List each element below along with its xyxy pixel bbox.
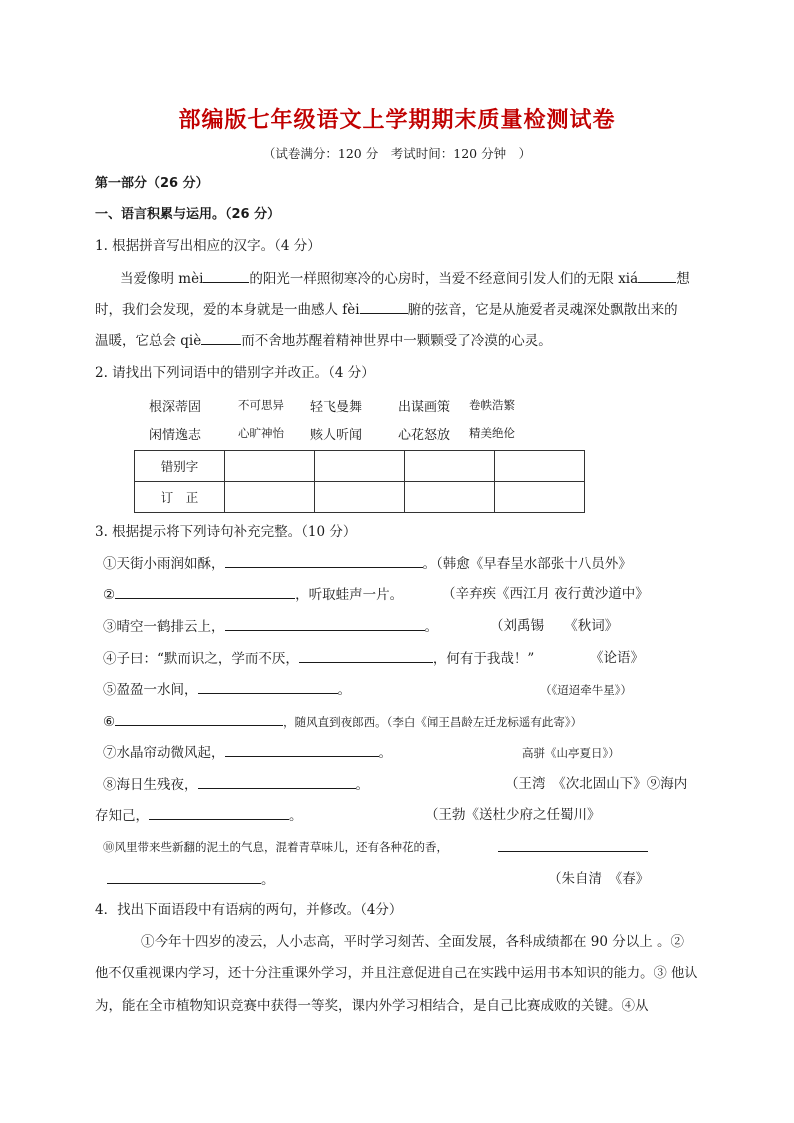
q1-text: 想 <box>676 271 690 287</box>
poem-line-9 <box>95 805 303 826</box>
answer-cell[interactable] <box>225 451 315 482</box>
poem-text: ，听取蛙声一片。 <box>295 587 404 603</box>
poem-line-1 <box>103 553 632 574</box>
answer-blank[interactable] <box>115 584 295 599</box>
page-title: 部编版七年级语文上学期期末质量检测试卷 <box>178 108 616 133</box>
poem-source: 。（韩愈《早春呈水部张十八员外》 <box>422 556 632 572</box>
poem-line-8 <box>103 774 369 795</box>
poem-line-11 <box>107 869 275 890</box>
poem-source: 《论语》 <box>590 650 644 666</box>
correction-table <box>134 450 585 513</box>
q4-paragraph-line: ①今年十四岁的凌云，人小志高，平时学习刻苦、全面发展，各科成绩都在 90 分以上 。② <box>141 934 685 950</box>
answer-cell[interactable] <box>495 482 585 513</box>
q4-paragraph-line: 他不仅重视课内学习，还十分注重课外学习，并且注意促进自己在实践中运用书本知识的能力。③ 他认 <box>95 966 698 981</box>
answer-blank[interactable] <box>198 774 356 789</box>
poem-text: 。 <box>378 745 392 761</box>
answer-blank[interactable] <box>149 805 289 820</box>
poem-text: ⑤盈盈一水间， <box>103 682 198 698</box>
poem-text: ⑦水晶帘动微风起， <box>103 745 225 761</box>
q2-word: 根深蒂固 <box>149 400 202 415</box>
q2-prompt: 2. 请找出下列词语中的错别字并改正。（4 分） <box>95 365 375 381</box>
answer-blank[interactable] <box>498 837 648 852</box>
q1-text: 的阳光一样照彻寒冷的心房时，当爱不经意间引发人们的无限 xiá <box>249 271 639 287</box>
poem-source: （辛弃疾《西江月 夜行黄沙道中》 <box>442 586 649 602</box>
poem-text: ⑧海日生残夜， <box>103 777 198 793</box>
poem-source: （《迢迢牵牛星》） <box>540 683 632 697</box>
answer-blank[interactable] <box>107 869 261 884</box>
poem-text: ⑥ <box>103 714 116 730</box>
q2-word: 闲情逸志 <box>149 428 202 443</box>
poem-line-6 <box>103 711 582 732</box>
poem-text: ，何有于我哉！” <box>432 651 535 667</box>
poem-line-7 <box>103 742 392 763</box>
part-heading: 第一部分（26 分） <box>95 176 209 191</box>
section-heading: 一、语言积累与运用。（26 分） <box>95 207 281 222</box>
q1-prompt: 1. 根据拼音写出相应的汉字。（4 分） <box>95 238 321 254</box>
poem-text: 。 <box>337 682 351 698</box>
poem-source: （王湾 《次北固山下》⑨海内 <box>505 776 688 792</box>
answer-blank[interactable] <box>203 268 249 283</box>
q2-word: 精美绝伦 <box>469 426 515 440</box>
answer-cell[interactable] <box>225 482 315 513</box>
table-row <box>135 451 585 482</box>
poem-text: ④子曰：“默而识之，学而不厌， <box>103 651 299 667</box>
q2-word: 卷帙浩繁 <box>469 398 515 412</box>
poem-text: ①天街小雨润如酥， <box>103 556 225 572</box>
exam-info: （试卷满分：120 分 考试时间：120 分钟 ） <box>262 146 532 161</box>
q1-text: 当爱像明 mèi <box>120 271 204 287</box>
poem-text: ② <box>103 587 116 603</box>
table-row-label: 订 正 <box>135 482 225 513</box>
q1-line-1 <box>120 268 690 289</box>
poem-text: 。 <box>424 619 438 635</box>
q1-text: 腑的弦音，它是从施爱者灵魂深处飘散出来的 <box>407 302 678 318</box>
q2-word: 轻飞曼舞 <box>310 400 363 415</box>
q2-word: 赅人听闻 <box>310 428 363 443</box>
answer-blank[interactable] <box>225 616 425 631</box>
poem-line-10 <box>103 837 448 857</box>
answer-cell[interactable] <box>315 482 405 513</box>
poem-source: （朱自清 《春》 <box>548 871 650 887</box>
poem-text: 。 <box>355 777 369 793</box>
answer-blank[interactable] <box>115 711 283 726</box>
poem-source: （王勃《送杜少府之任蜀川》 <box>425 807 601 823</box>
answer-blank[interactable] <box>299 648 433 663</box>
poem-text: 。 <box>261 872 275 888</box>
poem-source: （刘禹锡 《秋词》 <box>490 618 619 634</box>
poem-line-3 <box>103 616 438 637</box>
q4-paragraph-line: 为，能在全市植物知识竞赛中获得一等奖，课内外学习相结合，是自己比赛成败的关键。④从 <box>95 998 649 1014</box>
q1-line-3 <box>95 330 552 351</box>
poem-text: ③晴空一鹤排云上， <box>103 619 225 635</box>
q1-text: 而不舍地苏醒着精神世界中一颗颗受了冷漠的心灵。 <box>241 333 552 349</box>
q1-line-2 <box>95 299 678 320</box>
poem-text: ，随风直到夜郎西。（李白《闻王昌龄左迁龙标遥有此寄》） <box>283 715 583 729</box>
poem-line-4 <box>103 648 534 669</box>
q2-word: 心旷神怡 <box>238 426 284 440</box>
answer-blank[interactable] <box>225 553 423 568</box>
answer-cell[interactable] <box>495 451 585 482</box>
poem-text: ⑩风里带来些新翻的泥土的气息，混着青草味儿，还有各种花的香， <box>103 840 448 854</box>
q3-prompt: 3. 根据提示将下列诗句补充完整。（10 分） <box>95 524 357 540</box>
poem-line-5 <box>103 679 351 700</box>
q2-word: 出谋画策 <box>398 400 451 415</box>
answer-blank[interactable] <box>201 330 241 345</box>
poem-line-2 <box>103 584 403 605</box>
poem-source: 高骈《山亭夏日》） <box>522 746 620 760</box>
q2-word: 不可思异 <box>238 398 284 412</box>
answer-blank[interactable] <box>225 742 379 757</box>
answer-cell[interactable] <box>315 451 405 482</box>
answer-cell[interactable] <box>405 482 495 513</box>
q1-text: 时，我们会发现，爱的本身就是一曲感人 fèi <box>95 302 360 318</box>
answer-blank[interactable] <box>638 268 676 283</box>
table-row <box>135 482 585 513</box>
table-row-label: 错别字 <box>135 451 225 482</box>
q4-prompt: 4．找出下面语段中有语病的两句，并修改。（4分） <box>95 902 403 918</box>
answer-cell[interactable] <box>405 451 495 482</box>
poem-text: 。 <box>289 808 303 824</box>
answer-blank[interactable] <box>360 299 408 314</box>
poem-line-10-blank <box>498 837 648 858</box>
answer-blank[interactable] <box>198 679 338 694</box>
q2-word: 心花怒放 <box>398 428 451 443</box>
poem-text: 存知己， <box>95 808 149 824</box>
q1-text: 温暖，它总会 qiè <box>95 333 202 349</box>
